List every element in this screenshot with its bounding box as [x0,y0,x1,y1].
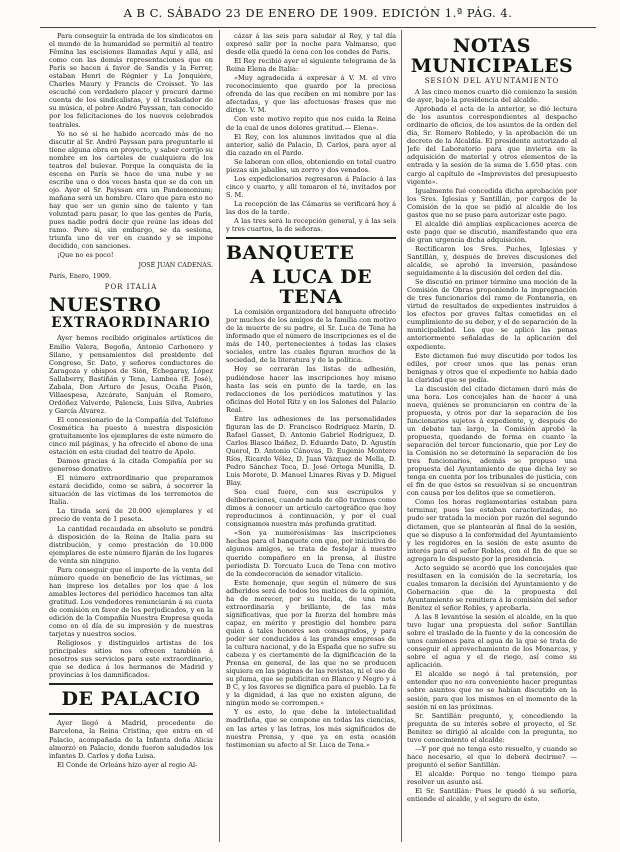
section-label: POR ITALIA [104,283,158,292]
paragraph: «Muy agradecida á expresar á V. M. el vivo reconocimiento que guardo por la preciosa ofrenda de las que reciben en mi nombre por las afectadas, y que las afectuosas frases que me dirige. V. M. [226,74,396,115]
dateline: París, Enero, 1909. [49,272,112,281]
headline-luca-de-tena: A LUCA DE TENA [249,266,373,309]
section-divider [49,683,213,685]
paragraph: Para conseguir que el importe de la venta del número quede en beneficio de las víctimas, se han impreso los detalles por los que á los amables lectores del periódico hacemos tan alta gratitud. Los vendedores renunciarán á su cuota de comisión en favor de los perjudicados, y en la edición de la Compañía Nuestra Empresa queda como en el día de su impresión y de nuestras tarjetas y nuestros socios. [49,565,213,639]
col2-body [226,308,396,749]
column-1 [49,32,213,844]
paragraph: El alcalde: Porque no tengo tiempo para resolver un asunto así. [407,769,577,786]
paragraph: Yo no sé si he habido acercado más de no discutir al Sr. André Payssan para preguntarle si tiene alguna obra en proyecto, y saber corrijo su nombre en los carteles de cualquiera de los teatros del bulevar. Porque la conquista de la escena en París se hace de una nube y se escribe una o dos veces hasta que se da con un ojo. Ayer el Sr. Payssan era un Pandemonium; mañana será un hombre. Claro que para esto no hay que ser un genio sino de talento y tan voluntad para pasar, lo que las gentes de París, pues nadie podrá decir que reúne las ideas del ramo. Pero si, sin embargo, se da sesiona, triunfa uno de ver en cuando y se impone decidido, con sanciones. [49,129,213,251]
paragraph: El Conde de Orleáns hizo ayer al regio Al- [57,760,198,769]
paragraph: Ayer hemos recibido originales artísticos de Emilio Valera, Begoña, Antonio Carbonero y Silano, y pensamientos del presidente del Congreso, Sr. Dato, y señores conductores de Zaragoza y obispos de Sión, Echegaray, López Sallaberry, Bastiñán y Tena, Lambea (E. José), Zabala, Don Arturo de Jesus, Ocaña Pisón, Villaespesa, Azcárate, Sanjuán el Romero, Ordóñez Valverde, Palencia, Luis Silva, Aubries y García Álvarez. [49,334,213,415]
paragraph: Los expedicionarios regresaron á Palacio á las cinco y cuarto, y allí tomaron el té, invitados por S. M. [226,174,396,199]
running-head: A B C. SÁBADO 23 DE ENERO DE 1909. EDICIÓN 1.ª PÁG. 4. [123,6,513,20]
headline-notas-municipales: NOTAS MUNICIPALES [410,35,574,77]
column-2 [226,32,396,844]
paragraph: Ayer llegó á Madrid, procedente de Barcelona, la Reina Cristina, que entra en el Palacio, acompañada de la Infanta doña Alicia almorzó en Palacio, donde fueron saludados los infantes D. Carlos y doña Luisa. [49,719,213,760]
headline-nuestro: NUESTRO [49,294,162,317]
paragraph: La tirada será de 20.000 ejemplares y el precio de venta de 1 peseta. [49,507,213,524]
paragraph: —Y por qué no tenga esto resuelto, y cuando se hace necesario, el que lo deberá decirme? —preguntó el señor Santillán. [407,744,577,769]
paragraph: La cantidad recaudada en absoluto se pondrá á disposición de la Reina de Italia para su distribución, y como prestación de 10.000 ejemplares de este número fijarán de los lugares de venta sin ninguno. [49,524,213,565]
col1-palacio [49,719,213,768]
paragraph: Sr. Santillán preguntó, y, concediendo la pregunta de su interés sobre el proyecto, el Sr. Benitez se dirigió al alcalde con la pregunta, no tuvo conocimiento el alcalde: [407,711,577,744]
column-rule-2 [401,30,402,842]
header-rule [40,27,596,28]
paragraph: La comisión organizadora del banquete ofrecido por muchos de los amigos de la familia con motivo de la muerte de su padre, el Sr. Luca de Tena ha informado que el número de inscripciones es el de más de 140, pertenecientes á todas las clases sociales, entre las cuales figuran muchos de la sociedad, de la literatura y de la política. [226,308,396,365]
col2-intro [226,32,396,233]
paragraph: Y es esto, lo que debe la intelectualidad madrileña, que se compone en todas las ciencias, en las artes y las letras, los más significados de nuestra Prensa, y que ya en esta ocasión testimonian su afecto al Sr. Luca de Tena.» [226,708,396,749]
paragraph: «Son ya numerosísimas las inscripciones hechas para el banquete con que, por iniciativa de algunos amigos, se trata de festejar á nuestro querido compañero en la prensa, al ilustre periodista D. Torcuato Luca de Tena con motivo de la condecoración de senador vitalicio. [226,529,396,578]
paragraph: El Sr. Santillán: Pues le quedó á su señoría, entiende el alcalde, y el seguro de ésto. [407,787,577,804]
subheadline-sesion: SESIÓN DEL AYUNTAMIENTO [424,77,560,85]
paragraph: ¡Que no es poco! [57,251,114,260]
paragraph: A las tres será la recepción general, y á las seis y tres cuartos, la de señoras. [226,217,396,234]
paragraph: El alcalde se negó á tal pretensión, por entender que no era conveniente hacer preguntas sobre asuntos que no se habían discutido en la sesión, para que los mismos en el momento de la sesión ni en las próximas. [407,670,577,711]
paragraph: cázar á las seis para saludar al Rey, y tal día expresó salir por la noche para Valmanso, que desde ella quedó la cena con los condes de Paris. [226,32,396,57]
col3-body [407,88,577,803]
paragraph: A las cinco menos cuarto dió comienzo la sesión de ayer, bajo la presidencia del alcalde. [407,88,577,105]
paragraph: Hoy se cerrarán las listas de adhesión, pudiéndose hacer las inscripciones hoy mismo hasta las seis en punto de la tarde, en las redacciones de los periódicos matutinos y las oficinas del Hotel Ritz y en los Salones del Palacio Real. [226,365,396,414]
paragraph: Damos gracias á la citada Compañía por su generoso donativo. [49,457,213,474]
paragraph: El concesionario de la Compañía del Teléfono Cosmética ha puesto á nuestra disposición gratuitamente los ejemplares de este número de cinco mil páginas, y ha ofrecido el abono de una estación en esta ciudad del teatro de Apolo. [49,415,213,457]
paragraph: Religiosos y distinguidos artistas de los principales sitios nos ofrecen también á nosotros sus servicios para este extraordinario, que se dedica á los hermanos de Madrid y provincias á los damnificados. [49,639,213,680]
paragraph: Con este motivo repito que nos cuida la Reina de la cual de unos dolores gratitud.— Elena». [226,115,396,132]
paragraph: Sea cual fuere, con sus escrúpulos y deliberaciones, cuando nada de ello tuvimos como dimos á conocer un artículo cartográfico que hoy reproducimos á continuación, y por el cual consignamos nuestra más profunda gratitud. [226,488,396,529]
paragraph: Este homenaje, que según el número de sus adheridos será de todos los matices de la opinión, ha de merecer, por su lucida, de una nota extraordinaria y brillante, de las más significativas, que por la fuerza del hombre más capaz, en mérito y prestigio del hombre para quien á tales honores son consagrados, y para poder ser conducidos á las grandes empresas de la cultura nacional, y de la España que no sufre su cabeza y es ciertamente de la dignificación de la Prensa en general, de las que no se producen siquiera en las páginas de las revistas, ni el uso de su pluma, que se publicitan en Blanco y Negro y á B C, y los favores se dignifica para el pueblo. La fe y la dignidad, á las que no existen alguno, de ningún modo se corrompen.» [226,578,396,708]
col1-body [49,334,213,679]
section-divider [49,713,213,715]
section-divider [226,237,396,239]
paragraph: Entre las adhesiones de las personalidades figuran las de D. Francisco Rodríguez Marín, D. Rafael Gasset, D. Antonio Gabriel Rodríguez, D. Carlos Blasco Ibáñez, D. Eduardo Dato, D. Agustín Querol, D. Antonio Cánovas, D. Eugenio Montero Ríos, Ricardo Vélez, D. Juan Vázquez de Mella, D. Pedro Sánchez Toca, D. José Ortega Munilla, D. Luis Morote, D. Manuel Linares Rivas y D. Miguel Blay. [226,414,396,488]
paragraph: Se discutió en primer término una moción de la Comisión de Obras proponiendo la impregnación de tres funcionarios del ramo de Fontanería, en virtud de resultados de expedientes instruidos á los efectos por graves faltas cometidas en el cumplimiento de su deber, y el de separación de la municipalidad. Los que se aplicó las penas anteriormente señaladas de la aplicación del expediente. [407,278,577,351]
headline-extraordinario: EXTRAORDINARIO [51,315,211,332]
signature: JOSÉ JUAN CADENAS. [138,261,213,270]
paragraph: A las 8 levantóse la sesión el alcalde, en la que tuvo lugar una propuesta del señor Santillán sobre el traslado de la fuente y de la concesión de unos camiones para el agua de la que se trata de conseguir el aprovechamiento de los Monarcas, y sobre el agua y el de riego, así como su aplicación. [407,613,577,670]
paragraph: La discusión del citado dictamen duró más de una hora. Los concejales han de hacer á una nueva, quiénes se pronunciaron en contra de la propuesta, y otros por dar la separación de los funcionarios sujetos á expediente, y, después de un debate tan largo, la Comisión aprobó la propuesta, quedando de forma en cuanto la separación del tercer funcionario, que por Ley de la Comisión no se determinó la separación de los tres funcionarios, además se propuso una propuesta del Ayuntamiento de que dicha ley se tenga en cuenta por los tribunales de justicia, con el fin de que éstos se resuelvan si se encuentran con causa por los delitos que se cometieron. [407,384,577,498]
paragraph: Para conseguir la entrada de los sindicatos en el mundo de la humanidad se permitió al teatro Fémina las escisiones llamadas Aquí y allá, así como con las demás representaciones que en París se hacen á favor de Sandis y la Ferrer, estaban Henri de Régnier y La Jonquière, Charles Maury y Francis de Croisset. Yo las escuché con verdadero placer y procuré darme cuenta de los sindicalistas, y el trasladador de su música, el pobre André Payssan, tan conocido por los felicitaciones de los nuevos celebrados teatrales. [49,32,213,129]
column-3 [407,32,577,844]
headline-de-palacio: DE PALACIO [61,688,201,711]
paragraph: El alcalde dió amplias explicaciones acerca de este pago que se discutió, manifestando que era de gran urgencia dicha adquisición. [407,219,577,244]
paragraph: El Rey recibió ayer el siguiente telegrama de la Reina Elena de Italia: [226,57,396,74]
col1-intro [49,32,213,259]
headline-banquete: BANQUETE [226,242,355,265]
paragraph: El número extraordinario que preparamos estará decidido, como se sabrá, á socorrer la situación de las víctimas de los terremotos de Italia. [49,474,213,507]
paragraph: Se laboran con ellos, obteniendo en total cuatro piezas sin jabalíes, un zorro y dos venados. [226,157,396,174]
paragraph: La recepción de las Cámaras se verificará hoy á las dos de la tarde. [226,199,396,216]
paragraph: Rectificaron los Sres. Puches, Iglesias y Santillán, y, después de breves discusiones del alcalde, se aprobó la inversión, pasándose seguidamente á la discusión del orden del día. [407,244,577,278]
paragraph: Acto seguido se acordó que los concejales que resultasen en la comisión de la secretaría, los cuales tomaron la decisión del Ayuntamiento y de Gobernación que de la propuesta del Ayuntamiento se remitiera á la comisión del señor Benitez el señor Robles, y aprobarla. [407,563,577,612]
paragraph: Igualmente fué concedida dicha aprobación por los Sres. Iglesias y Santillán, por cargos de la Comisión de la que se pidió al alcalde de los gastos que no se puso para autorizar este pago. [407,186,577,219]
paragraph: El Rey, con los alumnos invitados que al día anterior, salió de Palacio, D. Carlos, para ayer al día cazado en el Pardo. [226,132,396,157]
paragraph: Como los horas reglamentarias estaban para terminar, pues las estaban caracterizadas, no pudo ser tratada la moción por razón del segundo dictamen, que se plantearán al final de la sesión, que se dispuso á la conformidad del Ayuntamiento y les regidores en la sesión de este asunto de interés para el señor Robles, con el fin de que se agregara lo dispuesto por la presidencia. [407,498,577,563]
paragraph: Este dictamen fué muy discutido por todos los ediles, por creer unos que las penas eran benignas y otros que el expediente no había dado la claridad que se pedía. [407,351,577,384]
paragraph: Aprobada el acta de la anterior, se dió lectura de los asuntos correspondientes al despacho ordinario de oficios, de los asuntos de la orden del día, Sr. Romero Robledo, y la aprobación de un decreto de la Alcaldía. El presidente autorizado al Jefe del Laboratorio para que invierta en la adquisición de material y otros elementos de la entrada y la sesión de la suma de 1.650 ptas. con cargo al capítulo de «Imprevistos del presupuesto vigente». [407,105,577,186]
column-rule-1 [219,30,220,842]
